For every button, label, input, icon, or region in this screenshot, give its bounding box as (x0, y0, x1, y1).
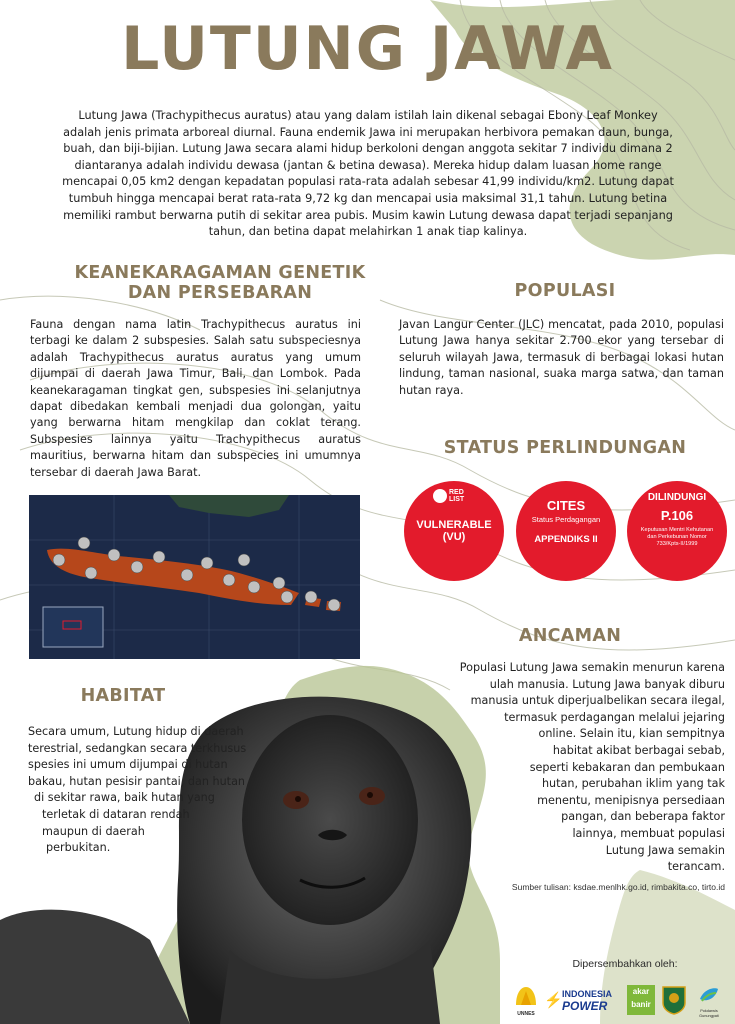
monkey-marker (153, 551, 165, 563)
redlist-label: RED LIST (448, 489, 465, 503)
page-title: LUTUNG JAWA (121, 14, 614, 84)
habitat-line: maupun di daerah (42, 824, 145, 838)
genetik-heading-line2: DAN PERSEBARAN (127, 283, 313, 303)
kalimantan-land (169, 495, 289, 517)
monkey-marker (248, 581, 260, 593)
monkey-marker (223, 574, 235, 586)
monkey-body (0, 910, 190, 1024)
cites-subtitle: Status Perdagangan (531, 515, 601, 524)
habitat-line: Secara umum, Lutung hidup di daerah (28, 725, 244, 738)
monkey-marker (328, 599, 340, 611)
inset-map (43, 607, 103, 647)
habitat-line: di sekitar rawa, baik hutan yang (34, 791, 215, 805)
habitat-line: terestrial, sedangkan secara terkhusus (28, 741, 247, 755)
monkey-marker (201, 557, 213, 569)
pokdarwis-leaf-icon (698, 985, 720, 1005)
government-seal-logo (661, 985, 687, 1015)
source-credit: Sumber tulisan: ksdae.menlhk.go.id, rimbakita.co, tirto.id (511, 882, 725, 892)
habitat-heading: HABITAT (80, 686, 166, 706)
dilindungi-note: Keputusan Mentri Kehutanan dan Perkebunan Nomor 733/Kpts-II/1999 (640, 527, 714, 547)
pokdarwis-logo (692, 985, 726, 1017)
ancaman-line: habitat akibat berbagai sebab, (552, 743, 725, 757)
monkey-face (242, 715, 418, 925)
monkey-marker (108, 549, 120, 561)
populasi-heading: POPULASI (514, 281, 616, 301)
ancaman-line: Lutung Jawa semakin (605, 843, 725, 857)
redlist-logo (404, 489, 504, 503)
unnes-label: UNNES (517, 1011, 535, 1017)
unnes-logo (513, 985, 539, 1015)
populasi-body: Javan Langur Center (JLC) mencatat, pada 2010, populasi Lutung Jawa hanya sekitar 2.700 ekor yang tersebar di seluruh wilayah Jawa, termasuk di berbagai lokasi hutan lindung, taman nasional, suaka marga satwa, dan taman hutan raya. (399, 318, 724, 397)
monkey-marker (273, 577, 285, 589)
ancaman-line: Populasi Lutung Jawa semakin menurun karena (459, 661, 725, 674)
ancaman-line: seperti kebakaran dan pembukaan (529, 760, 725, 774)
ancaman-heading: ANCAMAN (518, 626, 622, 646)
habitat-line: terletak di dataran rendah (42, 807, 190, 821)
habitat-line: perbukitan. (46, 841, 111, 855)
indonesia-power-bottom: POWER (562, 999, 608, 1013)
monkey-marker (281, 591, 293, 603)
ancaman-line: terancam. (667, 860, 725, 874)
pokdarwis-label: Pokdarwis Gunungpati (699, 1009, 719, 1018)
ancaman-line: menentu, menipisnya persediaan (537, 793, 725, 807)
vulnerable-badge (404, 481, 504, 581)
genetik-body: Fauna dengan nama latin Trachypithecus auratus ini terbagi ke dalam 2 subspesies. Salah satu subspeciesnya adalah Trachypithecus auratus auratus yang umum dijumpai di daerah Jawa Timur, Bali, dan Lombok. Pada keanekaragaman tingkat gen, subspesies ini selanjutnya dapat dibedakan kembali menjadi dua golongan, yaitu yang berwarna hitam mengkilap dan coklat terang. Subspesies lainnya yaitu Trachypithecus auratus mauritius, berwarna hitam dan subspecies ini umumnya tersebar di daerah Jawa Barat. (30, 318, 361, 479)
unnes-emblem-icon (513, 985, 539, 1007)
vulnerable-label: VULNERABLE (416, 519, 492, 531)
ancaman-line: ulah manusia. Lutung Jawa banyak diburu (489, 677, 725, 691)
ancaman-line: pangan, dan beberapa faktor (561, 810, 725, 824)
ancaman-line: online. Selain itu, kian sempitnya (538, 727, 725, 741)
genetik-heading-line1: KEANEKARAGAMAN GENETIK (74, 263, 366, 283)
redlist-icon (433, 489, 447, 503)
shield-seal-icon (661, 985, 687, 1015)
indonesia-power-top: INDONESIA (562, 989, 613, 999)
vulnerable-code: (VU) (442, 531, 466, 543)
dilindungi-value: P.106 (660, 508, 694, 523)
akar-label: akar (632, 987, 650, 996)
presented-by: Dipersembahkan oleh: (572, 958, 678, 970)
habitat-line: spesies ini umum dijumpai di hutan (28, 758, 228, 772)
monkey-marker (305, 591, 317, 603)
ancaman-line: termasuk perdagangan melalui jejaring (504, 710, 725, 724)
cites-badge (516, 481, 616, 581)
intro-paragraph: Lutung Jawa (Trachypithecus auratus) atau yang dalam istilah lain dikenal sebagai Ebony Leaf Monkey adalah jenis primata arboreal diurnal. Fauna endemik Jawa ini merupakan herbivora pemakan daun, bunga, buah, dan biji-bijian. Lutung Jawa secara alami hidup berkoloni dengan anggota sekitar 7 individu dimana 2 diantaranya adalah individu dewasa (jantan & betina dewasa). Mereka hidup dalam luasan home range mencapai 0,05 km2 dengan kepadatan populasi rata-rata adalah sebesar 41,99 individu/km2. Lutung dapat tumbuh hingga mencapai berat rata-rata 9,72 kg dan mencapai usia maksimal 31,1 tahun. Lutung betina memiliki rambut berwarna putih di sekitar area pubis. Musim kawin Lutung dewasa dapat terjadi sepanjang tahun, dan betina dapat melahirkan 1 anak tiap kalinya. (62, 109, 674, 239)
habitat-body (28, 724, 268, 857)
akar-banir-logo (627, 985, 655, 1015)
dilindungi-badge (627, 481, 727, 581)
dilindungi-title: DILINDUNGI (647, 492, 707, 503)
monkey-marker (78, 537, 90, 549)
monkey-marker (181, 569, 193, 581)
monkey-marker (131, 561, 143, 573)
monkey-marker (53, 554, 65, 566)
status-heading: STATUS PERLINDUNGAN (443, 438, 687, 458)
genetik-heading (70, 263, 370, 303)
habitat-line: bakau, hutan pesisir pantai, dan hutan (28, 774, 246, 788)
cites-title: CITES (546, 498, 586, 513)
ancaman-line: hutan, perubahan iklim yang tak (541, 777, 725, 791)
distribution-map (29, 495, 360, 659)
ancaman-line: lainnya, membuat populasi (572, 826, 725, 840)
banir-label: banir (631, 1000, 651, 1009)
cites-value: APPENDIKS II (534, 534, 598, 545)
indonesia-power-logo (544, 987, 622, 1015)
lightning-icon: ⚡ (544, 992, 563, 1009)
java-island (47, 549, 299, 605)
ancaman-line: manusia untuk diperjualbelikan secara ilegal, (470, 694, 725, 708)
monkey-marker (85, 567, 97, 579)
map-svg (29, 495, 360, 659)
monkey-marker (238, 554, 250, 566)
